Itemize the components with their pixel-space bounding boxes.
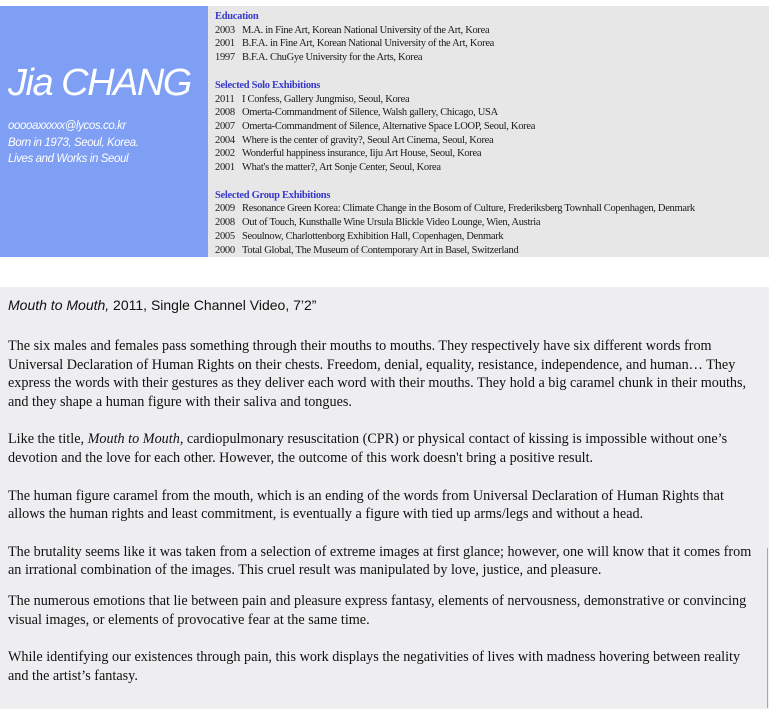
artist-info [8, 118, 139, 168]
cv-panel [208, 6, 769, 257]
work-title-inline: Mouth to Mouth [87, 431, 180, 448]
work-title-name: Mouth to Mouth, [8, 297, 110, 313]
description-paragraph: While identifying our existences through pain, this work displays the negativities of lives with madness hovering between reality and the artist’s fantasy. [8, 649, 741, 684]
description-paragraph: Like the title, Mouth to Mouth, cardiopulmonary resuscitation (CPR) or physical contact of kissing is impossible without one’s devotion and the love for each other. However, the outcome of this work doesn't bring a positive result. [8, 431, 728, 466]
group-exhibition-item: 2000 Total Global, The Museum of Contemporary Art in Basel, Switzerland [215, 244, 519, 256]
education-item: 2001 B.F.A. in Fine Art, Korean National University of the Art, Korea [215, 38, 495, 50]
solo-exhibition-item: 2004 Where is the center of gravity?, Seoul Art Cinema, Seoul, Korea [215, 134, 494, 146]
group-exhibition-item: 2009 Resonance Green Korea: Climate Change in the Bosom of Culture, Frederiksberg Townhall Copenhagen, Denmark [215, 203, 695, 215]
group-exhibitions-title: Selected Group Exhibitions [215, 189, 331, 201]
solo-exhibition-item: 2008 Omerta-Commandment of Silence, Walsh gallery, Chicago, USA [215, 107, 498, 119]
solo-exhibition-item: 2002 Wonderful happiness insurance, Iiju Art House, Seoul, Korea [215, 148, 482, 160]
artist-name: Jia CHANG [8, 62, 191, 104]
work-title [8, 297, 316, 313]
work-description [8, 337, 763, 704]
artist-born: Born in 1973, Seoul, Korea. [8, 136, 139, 149]
right-divider-line [767, 548, 768, 708]
description-paragraph: The human figure caramel from the mouth, which is an ending of the words from Universal Declaration of Human Rights that allows the human rights and least commitment, is eventually a figure with tied up arms/legs and without a head. [8, 487, 724, 523]
group-exhibition-item: 2008 Out of Touch, Kunsthalle Wine Ursula Blickle Video Lounge, Wien, Austria [215, 217, 541, 229]
profile-panel [0, 6, 208, 257]
education-item: 1997 B.F.A. ChuGye University for the Arts, Korea [215, 52, 423, 64]
artist-lives: Lives and Works in Seoul [8, 153, 129, 165]
work-description-panel [0, 287, 769, 709]
solo-exhibitions-title: Selected Solo Exhibitions [215, 79, 321, 91]
work-title-meta: 2011, Single Channel Video, 7’2” [109, 297, 317, 313]
solo-exhibition-item: 2007 Omerta-Commandment of Silence, Alternative Space LOOP, Seoul, Korea [215, 120, 536, 132]
education-title: Education [215, 11, 259, 22]
solo-exhibition-item: 2001 What's the matter?, Art Sonje Center, Seoul, Korea [215, 162, 441, 174]
description-paragraph: The brutality seems like it was taken from a selection of extreme images at first glance; however, one will know that it comes from an irrational combination of the images. This cruel result was manipulated by love, justice, and pleasure. [8, 543, 752, 579]
cv-content [215, 10, 695, 257]
description-paragraph: The six males and females pass something through their mouths to mouths. They respectively have six different words from Universal Declaration of Human Rights on their chests. Freedom, denial, equality, resistance, independence, and human… They express the words with their gestures as they deliver each word with their mouths. They hold a big caramel chunk in their mouths, and they shape a human figure with their saliva and tongues. [8, 338, 747, 410]
education-item: 2003 M.A. in Fine Art, Korean National University of the Art, Korea [215, 24, 490, 36]
group-exhibition-item: 2005 Seoulnow, Charlottenborg Exhibition Hall, Copenhagen, Denmark [215, 230, 504, 242]
artist-email[interactable]: ooooaxxxxx@lycos.co.kr [8, 120, 126, 132]
description-paragraph: The numerous emotions that lie between pain and pleasure express fantasy, elements of nervousness, demonstrative or convincing visual images, or elements of provocative fear at the same time. [8, 592, 747, 628]
solo-exhibition-item: 2011 I Confess, Gallery Jungmiso, Seoul, Korea [215, 93, 410, 105]
